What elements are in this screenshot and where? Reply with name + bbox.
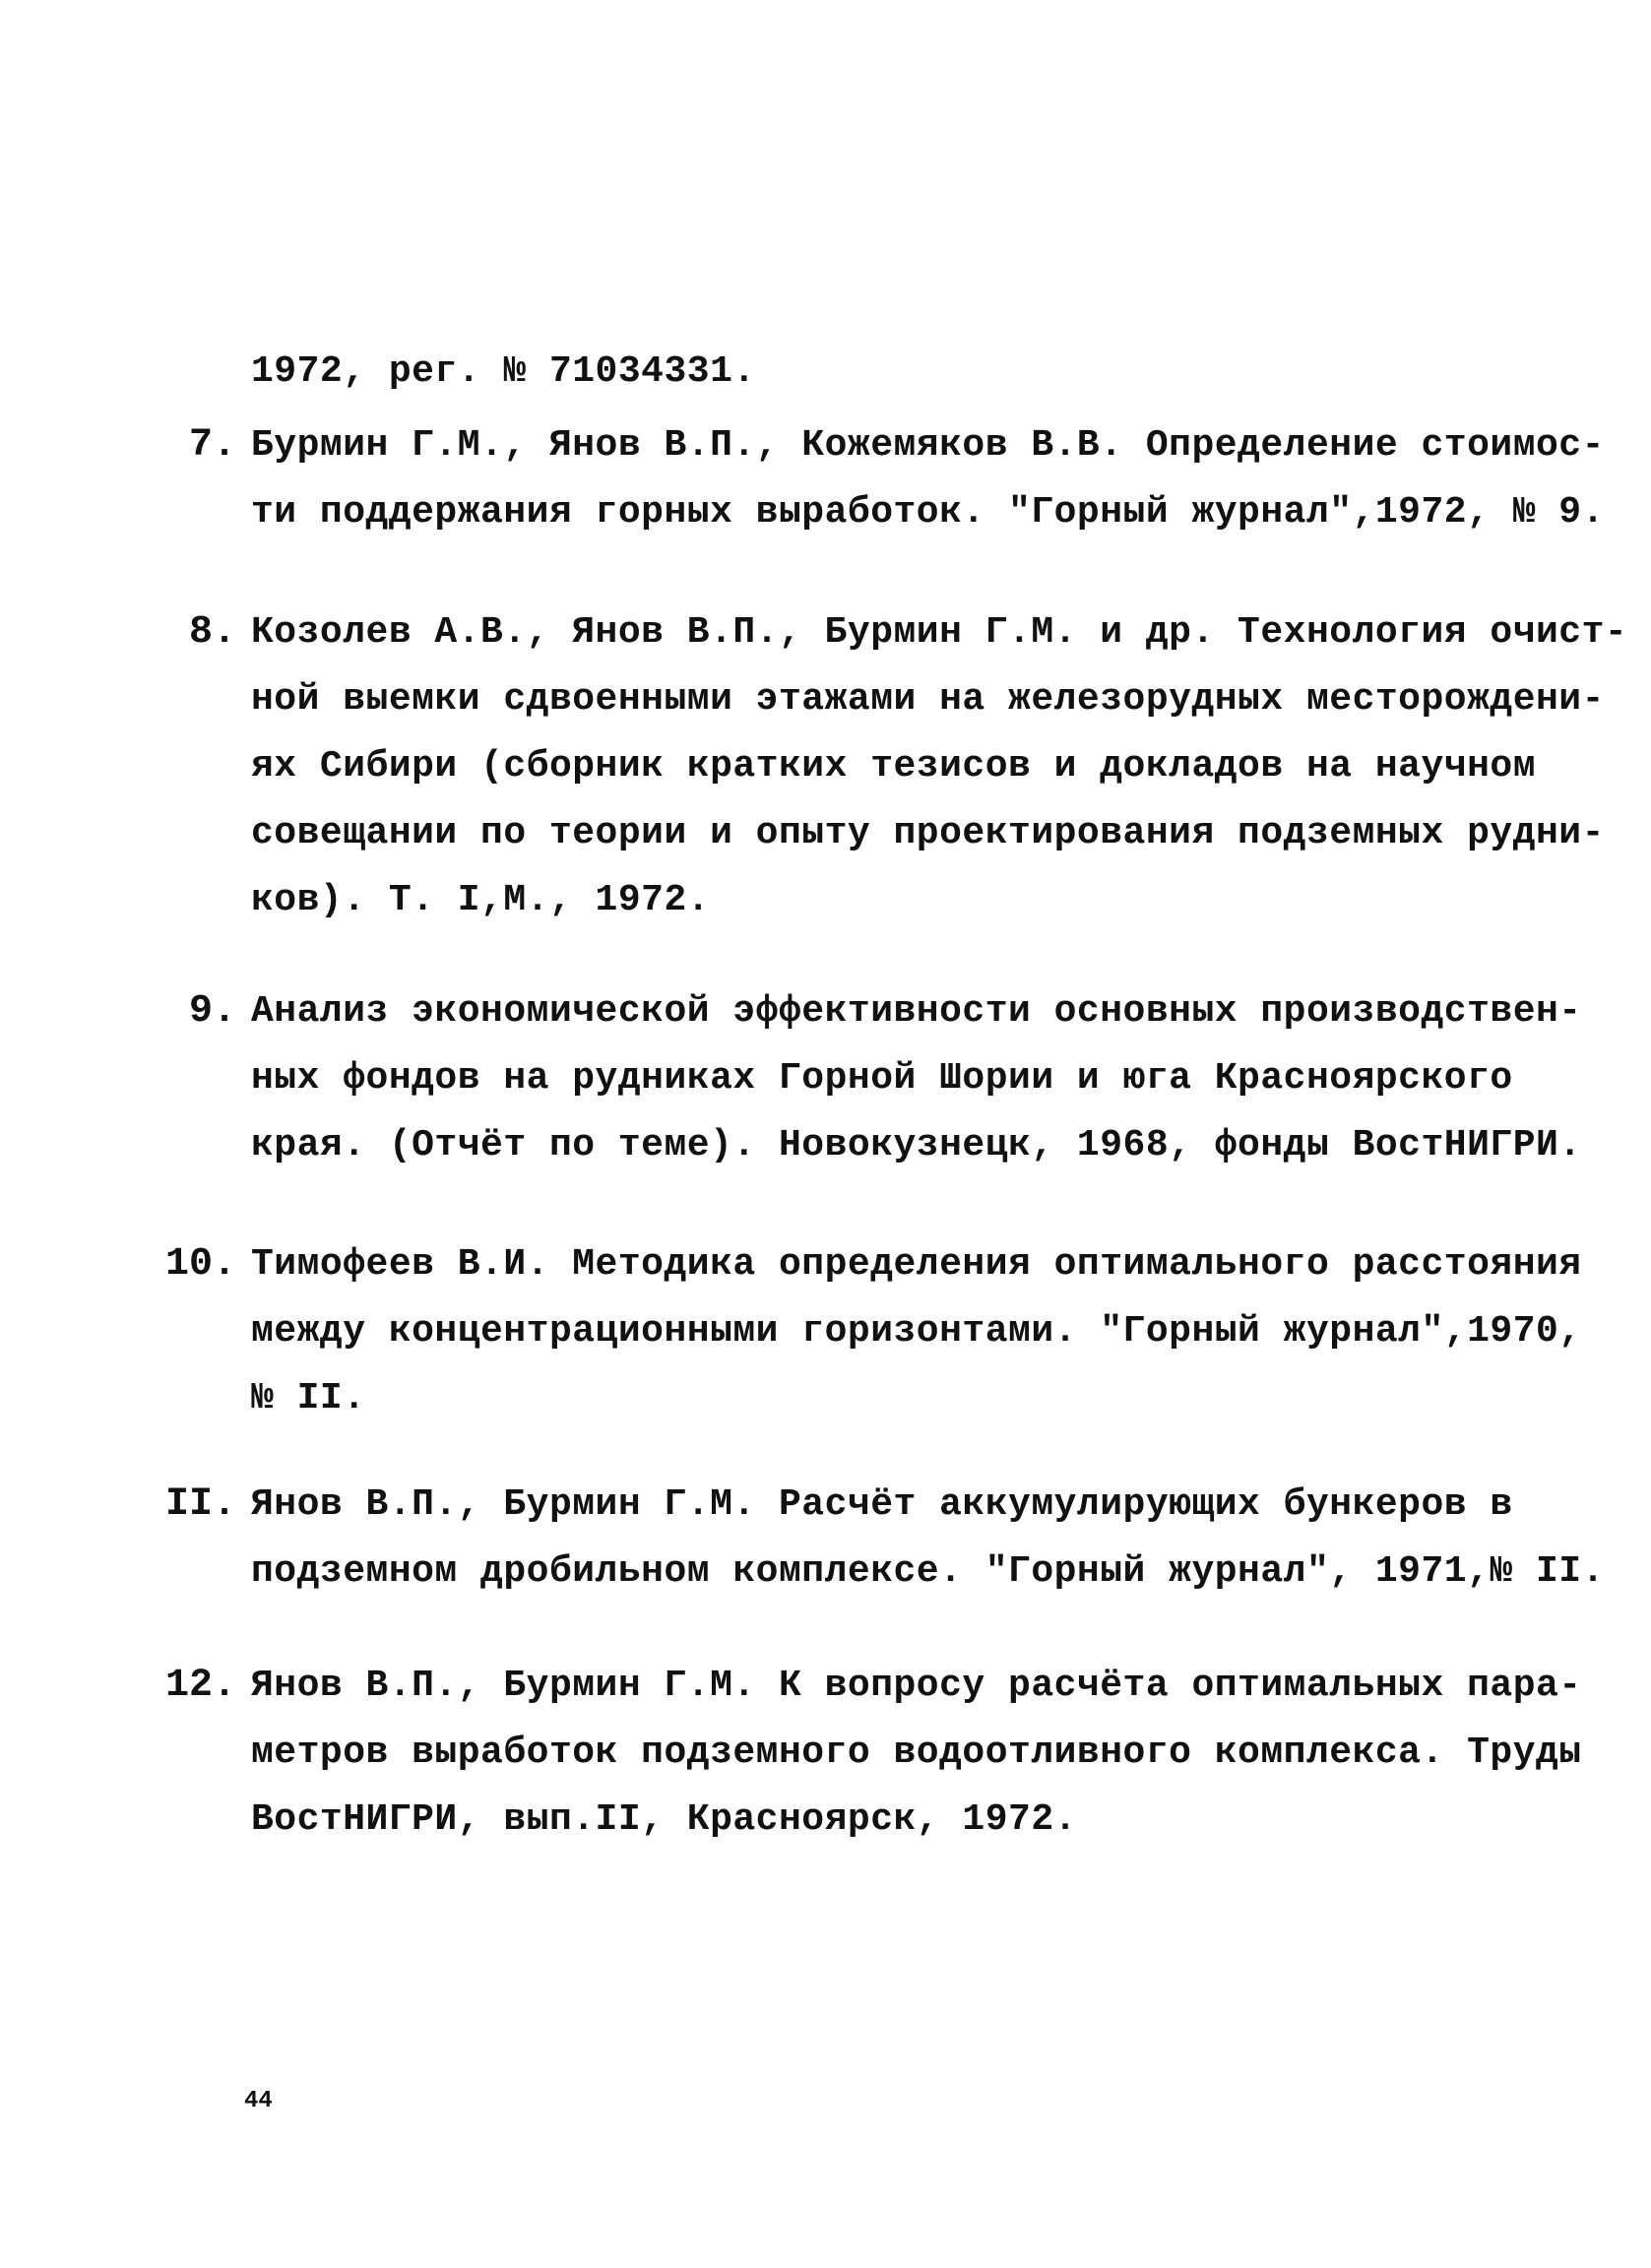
page-number: 44 <box>244 2088 273 2114</box>
reference-number: 7. <box>189 423 237 468</box>
reference-line: ях Сибири (сборник кратких тезисов и докладов на научном <box>251 745 1537 788</box>
reference-line: ков). Т. I,М., 1972. <box>251 879 711 921</box>
reference-line: ной выемки сдвоенными этажами на железорудных месторождени- <box>251 678 1605 721</box>
reference-line: метров выработок подземного водоотливного комплекса. Труды <box>251 1732 1582 1774</box>
reference-line: ВостНИГРИ, вып.II, Красноярск, 1972. <box>251 1798 1077 1841</box>
reference-line: совещании по теории и опыту проектирования подземных рудни- <box>251 812 1605 854</box>
reference-number: 9. <box>189 989 237 1034</box>
reference-line: № II. <box>251 1377 366 1419</box>
reference-line: Козолев А.В., Янов В.П., Бурмин Г.М. и др. Технология очист- <box>251 611 1628 654</box>
reference-line: ных фондов на рудниках Горной Шории и юга Красноярского <box>251 1057 1513 1100</box>
reference-number: 12. <box>165 1664 237 1708</box>
reference-number: II. <box>165 1482 237 1527</box>
reference-continuation: 1972, рег. № 71034331. <box>251 350 756 393</box>
reference-line: ти поддержания горных выработок. "Горный журнал",1972, № 9. <box>251 491 1605 534</box>
reference-line: Янов В.П., Бурмин Г.М. К вопросу расчёта оптимальных пара- <box>251 1665 1582 1707</box>
reference-number: 10. <box>165 1242 237 1287</box>
reference-line: края. (Отчёт по теме). Новокузнецк, 1968, фонды ВостНИГРИ. <box>251 1124 1582 1166</box>
reference-line: Янов В.П., Бурмин Г.М. Расчёт аккумулирующих бункеров в <box>251 1483 1513 1526</box>
reference-number: 8. <box>189 610 237 655</box>
reference-line: между концентрационными горизонтами. "Горный журнал",1970, <box>251 1310 1582 1353</box>
reference-line: Бурмин Г.М., Янов В.П., Кожемяков В.В. Определение стоимос- <box>251 424 1605 467</box>
reference-line: Тимофеев В.И. Методика определения оптимального расстояния <box>251 1243 1582 1286</box>
reference-line: Анализ экономической эффективности основных производствен- <box>251 990 1582 1033</box>
reference-line: подземном дробильном комплексе. "Горный журнал", 1971,№ II. <box>251 1550 1605 1593</box>
